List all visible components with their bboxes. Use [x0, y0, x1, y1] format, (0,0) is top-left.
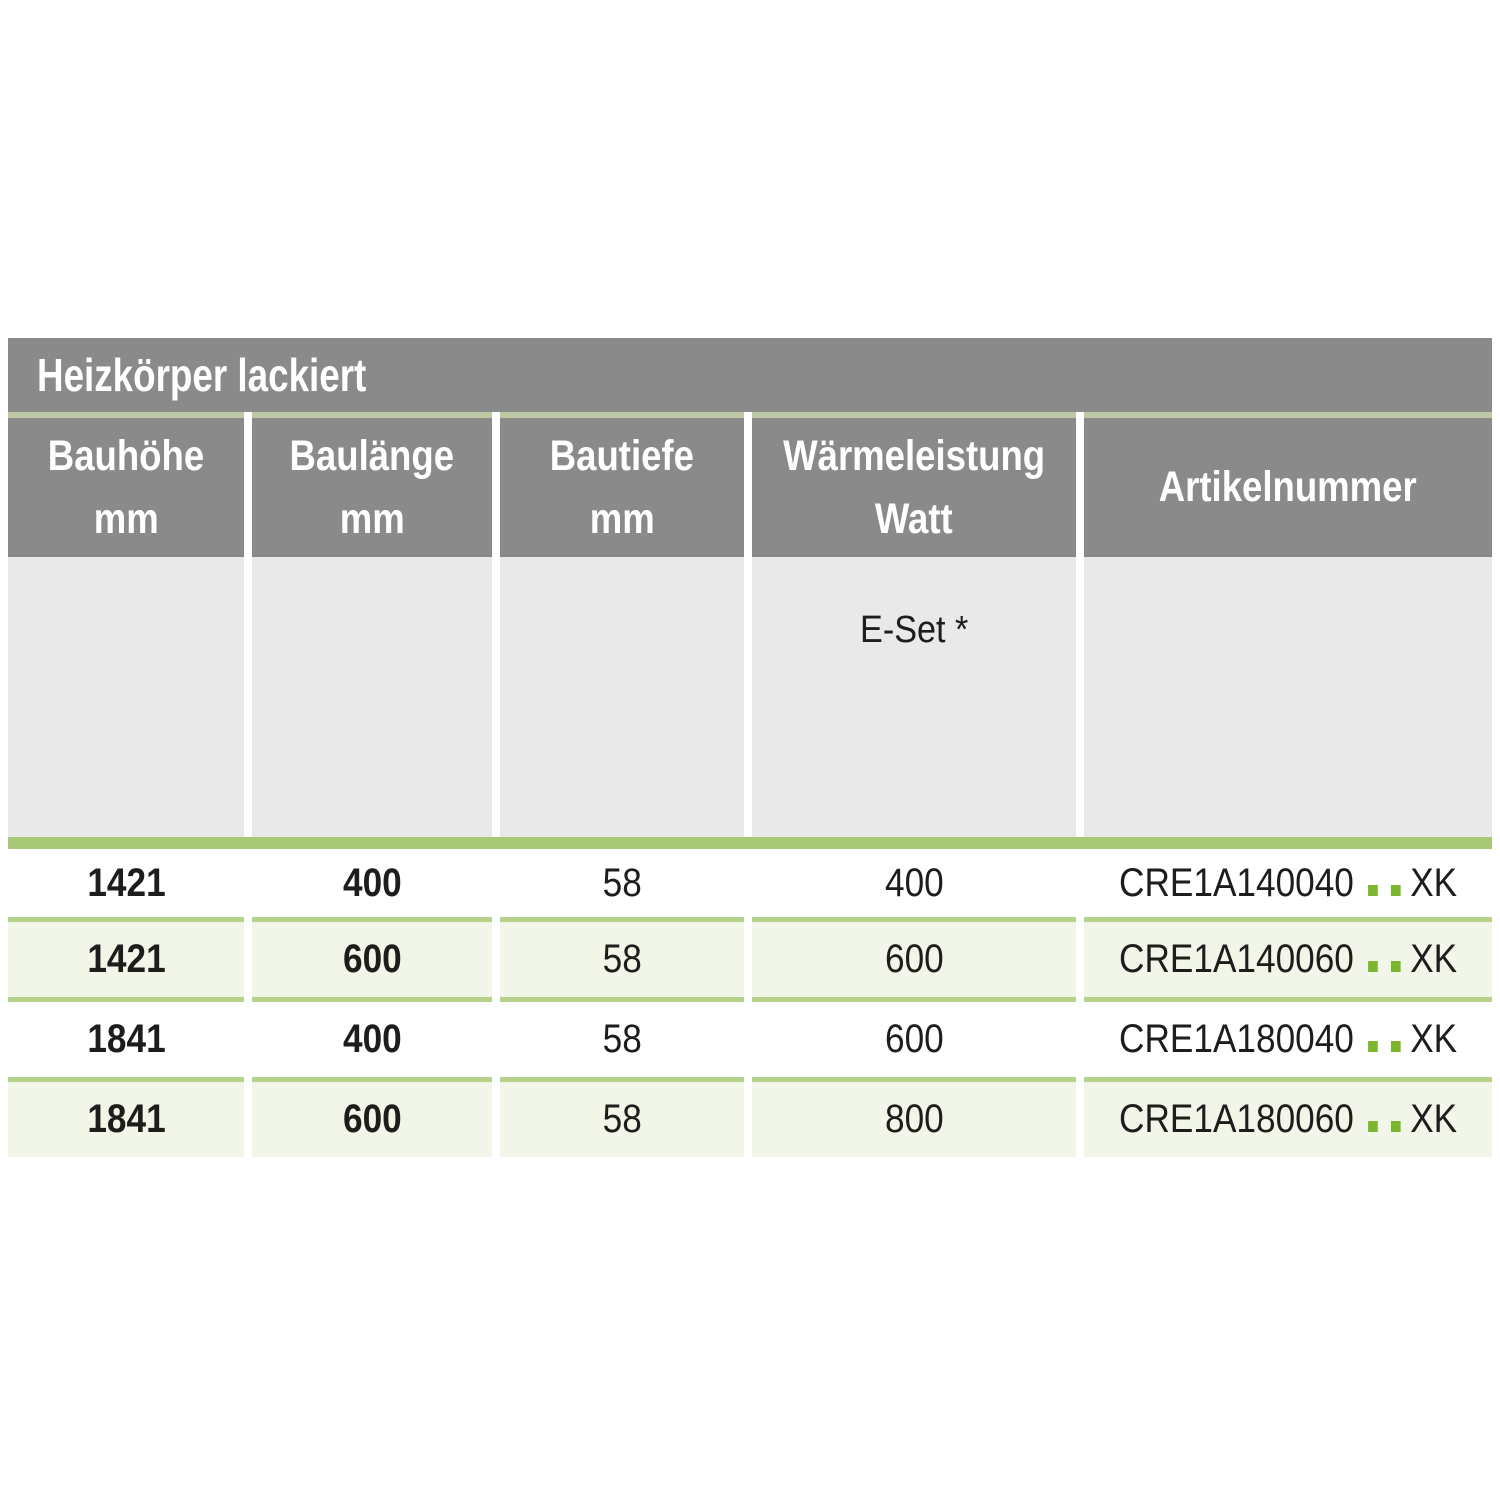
cell-value: 600: [884, 937, 944, 981]
cell-artikelnummer: [1084, 917, 1492, 997]
article-number: [1119, 861, 1457, 906]
cell-value: 1421: [86, 937, 166, 981]
e-set-label: E-Set *: [859, 609, 969, 651]
placeholder-dot-icon: [1368, 1121, 1378, 1132]
cell-waermeleistung: [752, 997, 1076, 1077]
cell-bautiefe: [500, 1077, 744, 1157]
green-divider-band: [8, 837, 1492, 849]
article-number-prefix: CRE1A140040: [1118, 860, 1354, 905]
cell-value: 600: [342, 937, 402, 981]
column-header-row: [8, 412, 1492, 557]
spec-cell-baulaenge: [252, 557, 492, 837]
cell-bauhoehe: [8, 849, 244, 917]
cell-baulaenge: [252, 849, 492, 917]
cell-value: 58: [602, 860, 642, 905]
cell-value: 58: [602, 1097, 642, 1141]
column-header-label: Wärmeleistung: [782, 431, 1045, 480]
article-number-suffix: XK: [1410, 860, 1458, 905]
spec-cell-artikelnummer: [1084, 557, 1492, 837]
column-header-baulaenge: [252, 412, 492, 557]
placeholder-dot-icon: [1391, 1121, 1401, 1132]
article-number: [1119, 1097, 1457, 1142]
spec-row: [8, 557, 1492, 837]
cell-bauhoehe: [8, 917, 244, 997]
article-number-prefix: CRE1A140060: [1118, 937, 1354, 981]
placeholder-dot-icon: [1368, 1041, 1378, 1052]
cell-artikelnummer: [1084, 997, 1492, 1077]
placeholder-dot-icon: [1368, 885, 1378, 896]
cell-bauhoehe: [8, 1077, 244, 1157]
table-row: [8, 1077, 1492, 1157]
column-header-unit: Watt: [875, 494, 953, 543]
cell-waermeleistung: [752, 917, 1076, 997]
column-header-unit: mm: [589, 494, 655, 543]
article-number-prefix: CRE1A180060: [1118, 1097, 1354, 1141]
cell-bauhoehe: [8, 997, 244, 1077]
column-header-label: Bautiefe: [549, 431, 695, 480]
cell-value: 58: [602, 1017, 642, 1061]
table-title-bar: [8, 338, 1492, 412]
product-table: [8, 338, 1492, 1157]
placeholder-dot-icon: [1391, 961, 1401, 972]
cell-value: 400: [342, 1017, 402, 1061]
cell-value: 400: [342, 860, 402, 905]
article-number: [1119, 937, 1457, 982]
table-row: [8, 997, 1492, 1077]
cell-value: 1841: [86, 1017, 166, 1061]
column-header-label: Bauhöhe: [47, 431, 205, 480]
cell-artikelnummer: [1084, 1077, 1492, 1157]
cell-bautiefe: [500, 917, 744, 997]
column-header-bauhoehe: [8, 412, 244, 557]
placeholder-dot-icon: [1391, 1041, 1401, 1052]
placeholder-dot-icon: [1391, 885, 1401, 896]
article-number-prefix: CRE1A180040: [1118, 1017, 1354, 1061]
spec-cell-e-set: [752, 557, 1076, 837]
article-number-suffix: XK: [1410, 937, 1458, 981]
cell-bautiefe: [500, 997, 744, 1077]
table-row: [8, 849, 1492, 917]
column-header-bautiefe: [500, 412, 744, 557]
spec-cell-bauhoehe: [8, 557, 244, 837]
cell-baulaenge: [252, 917, 492, 997]
cell-value: 600: [884, 1017, 944, 1061]
cell-baulaenge: [252, 997, 492, 1077]
cell-value: 58: [602, 937, 642, 981]
spec-cell-bautiefe: [500, 557, 744, 837]
column-header-unit: mm: [339, 494, 405, 543]
cell-waermeleistung: [752, 1077, 1076, 1157]
table-title: Heizkörper lackiert: [37, 349, 367, 401]
column-header-label: Baulänge: [289, 431, 455, 480]
column-header-artikelnummer: [1084, 412, 1492, 557]
article-number: [1119, 1017, 1457, 1062]
table-row: [8, 917, 1492, 997]
cell-artikelnummer: [1084, 849, 1492, 917]
cell-value: 800: [884, 1097, 944, 1141]
column-header-unit: mm: [93, 494, 159, 543]
column-header-waermeleistung: [752, 412, 1076, 557]
cell-bautiefe: [500, 849, 744, 917]
placeholder-dot-icon: [1368, 961, 1378, 972]
article-number-suffix: XK: [1410, 1017, 1458, 1061]
cell-baulaenge: [252, 1077, 492, 1157]
article-number-suffix: XK: [1410, 1097, 1458, 1141]
cell-value: 400: [884, 860, 944, 905]
cell-value: 1841: [86, 1097, 166, 1141]
cell-waermeleistung: [752, 849, 1076, 917]
cell-value: 1421: [86, 860, 166, 905]
column-header-label: Artikelnummer: [1159, 463, 1417, 511]
cell-value: 600: [342, 1097, 402, 1141]
